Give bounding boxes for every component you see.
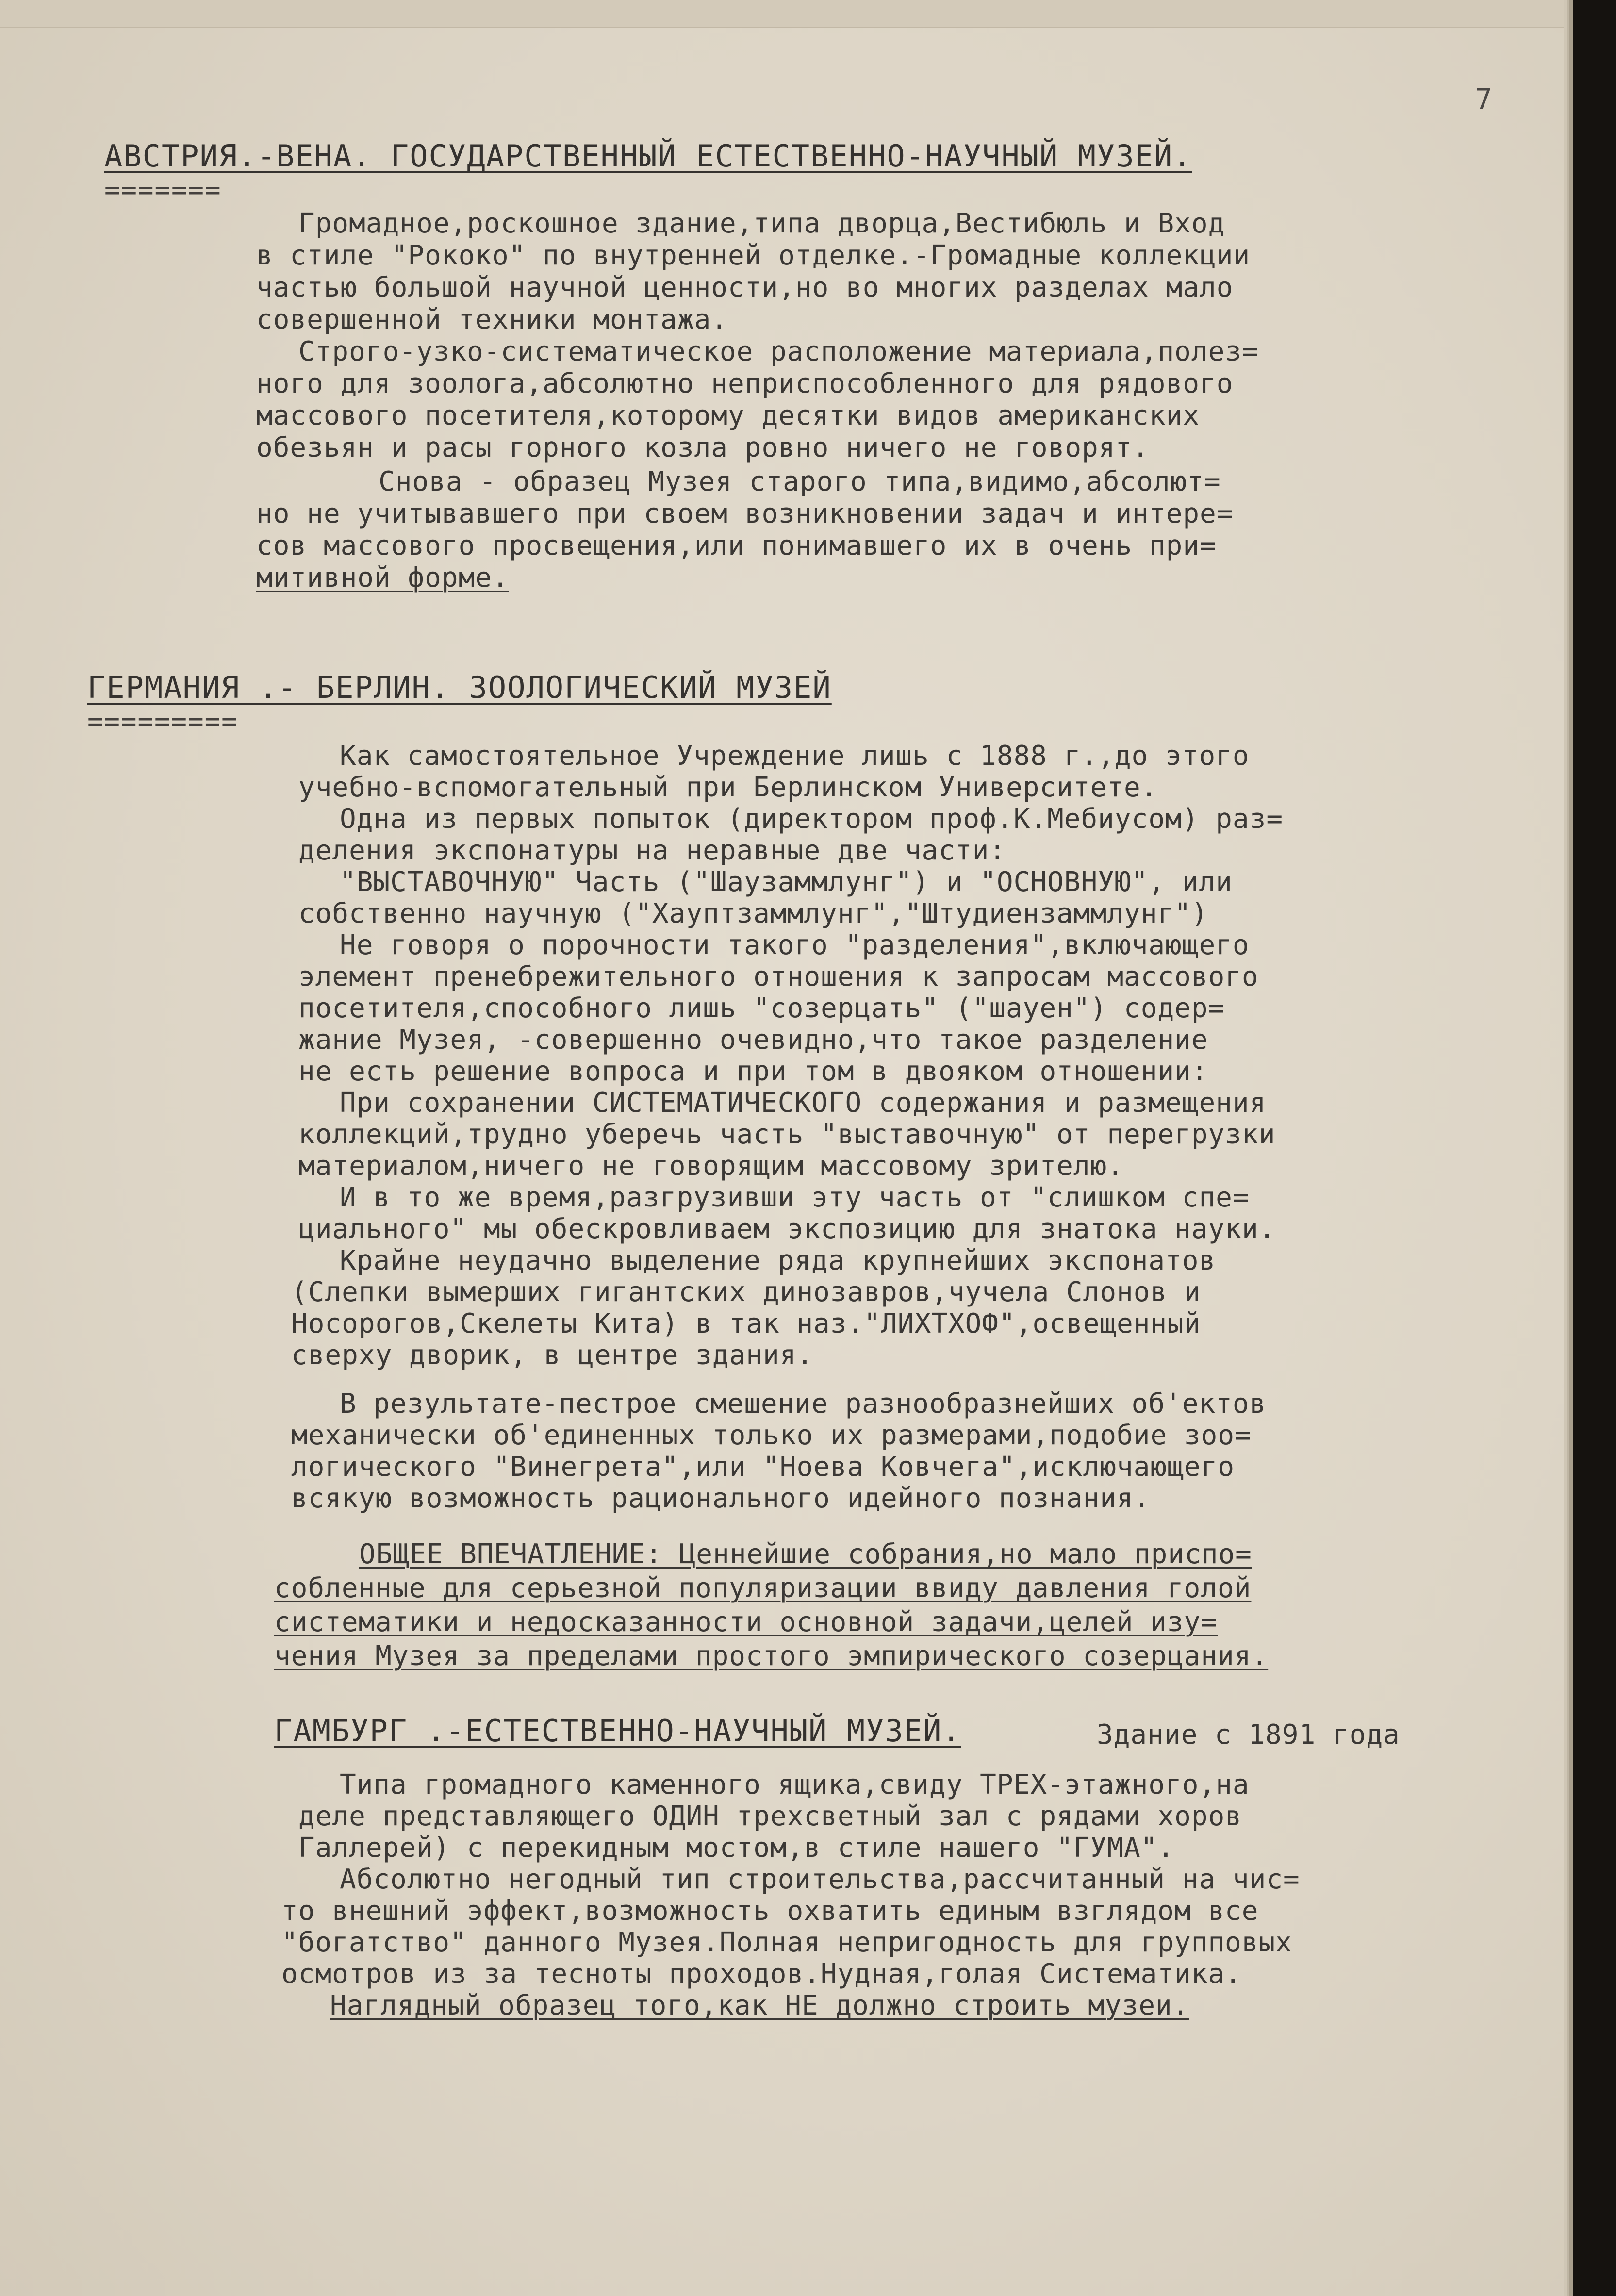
text-line: материалом,ничего не говорящим массовому зрителю.: [298, 1150, 1124, 1182]
text-line: "богатство" данного Музея.Полная непригодность для групповых: [281, 1927, 1292, 1958]
heading-austria-double-underline: =======: [104, 175, 222, 205]
text-line: логического "Винегрета",или "Ноева Ковчега",исключающего: [291, 1451, 1235, 1483]
text-line: Носорогов,Скелеты Кита) в так наз."ЛИХТХОФ",освещенный: [291, 1308, 1201, 1339]
heading-germany-double-underline: =========: [87, 706, 238, 737]
impression-line: собленные для серьезной популяризации ввиду давления голой: [274, 1572, 1252, 1604]
text-line: механически об'единенных только их размерами,подобие зоо=: [291, 1420, 1252, 1451]
text-line: массового посетителя,которому десятки видов американских: [256, 400, 1200, 431]
page-number: 7: [1475, 83, 1492, 116]
text-line: В результате-пестрое смешение разнообразнейших об'ектов: [340, 1388, 1267, 1420]
text-line: жание Музея, -совершенно очевидно,что такое разделение: [298, 1024, 1208, 1056]
text-line: митивной форме.: [256, 562, 509, 594]
heading-hamburg: ГАМБУРГ .-ЕСТЕСТВЕННО-НАУЧНЫЙ МУЗЕЙ.: [274, 1713, 961, 1749]
text-line: совершенной техники монтажа.: [256, 304, 728, 335]
text-line: деле представляющего ОДИН трехсветный зал с рядами хоров: [298, 1800, 1242, 1832]
text-line: сов массового просвещения,или понимавшего их в очень при=: [256, 530, 1217, 562]
text-line: элемент пренебрежительного отношения к запросам массового: [298, 961, 1259, 992]
text-line: сверху дворик, в центре здания.: [291, 1339, 814, 1371]
text-line: И в то же время,разгрузивши эту часть от "слишком спе=: [340, 1182, 1250, 1213]
text-line: не есть решение вопроса и при том в двояком отношении:: [298, 1056, 1208, 1087]
text-line: посетителя,способного лишь "созерцать" ("шауен") содер=: [298, 992, 1225, 1024]
heading-austria: АВСТРИЯ.-ВЕНА. ГОСУДАРСТВЕННЫЙ ЕСТЕСТВЕННО-НАУЧНЫЙ МУЗЕЙ.: [104, 138, 1192, 174]
text-line: Как самостоятельное Учреждение лишь с 1888 г.,до этого: [340, 740, 1250, 772]
text-line: Типа громадного каменного ящика,свиду ТРЕХ-этажного,на: [340, 1769, 1250, 1800]
text-line: ного для зоолога,абсолютно неприспособленного для рядового: [256, 368, 1234, 399]
text-line: всякую возможность рационального идейного познания.: [291, 1483, 1151, 1514]
text-line: собственно научную ("Хауптзаммлунг","Штудиензаммлунг"): [298, 898, 1208, 929]
impression-line: ОБЩЕЕ ВПЕЧАТЛЕНИЕ: Ценнейшие собрания,но мало приспо=: [359, 1538, 1252, 1570]
hamburg-building-note: Здание с 1891 года: [1097, 1719, 1400, 1751]
text-line: в стиле "Рококо" по внутренней отделке.-Громадные коллекции: [256, 240, 1251, 271]
text-line: Снова - образец Музея старого типа,видимо,абсолют=: [379, 466, 1221, 497]
text-line: Не говоря о порочности такого "разделения",включающего: [340, 929, 1250, 961]
text-line: Громадное,роскошное здание,типа дворца,Вестибюль и Вход: [298, 208, 1225, 239]
text-line: Одна из первых попыток (директором проф.К.Мебиусом) раз=: [340, 803, 1284, 835]
text-line: Крайне неудачно выделение ряда крупнейших экспонатов: [340, 1245, 1216, 1276]
text-line: Строго-узко-систематическое расположение материала,полез=: [298, 336, 1259, 367]
impression-line: систематики и недосказанности основной задачи,целей изу=: [274, 1606, 1218, 1638]
heading-germany: ГЕРМАНИЯ .- БЕРЛИН. ЗООЛОГИЧЕСКИЙ МУЗЕЙ: [87, 670, 832, 705]
text-line: Абсолютно негодный тип строительства,рассчитанный на чис=: [340, 1864, 1300, 1895]
text-line: Галлерей) с перекидным мостом,в стиле нашего "ГУМА".: [298, 1832, 1175, 1864]
text-line: деления экспонатуры на неравные две части:: [298, 835, 1006, 866]
text-line: "ВЫСТАВОЧНУЮ" Часть ("Шаузаммлунг") и "ОСНОВНУЮ", или: [340, 866, 1233, 898]
impression-line: чения Музея за пределами простого эмпирического созерцания.: [274, 1640, 1269, 1672]
text-line: учебно-вспомогательный при Берлинском Университете.: [298, 772, 1158, 803]
text-line: обезьян и расы горного козла ровно ничего не говорят.: [256, 432, 1149, 463]
text-line: частью большой научной ценности,но во многих разделах мало: [256, 272, 1234, 303]
text-line: осмотров из за тесноты проходов.Нудная,голая Систематика.: [281, 1958, 1242, 1990]
text-line: Наглядный образец того,как НЕ должно строить музеи.: [330, 1990, 1189, 2021]
text-line: При сохранении СИСТЕМАТИЧЕСКОГО содержания и размещения: [340, 1087, 1267, 1119]
text-line: коллекций,трудно уберечь часть "выставочную" от перегрузки: [298, 1119, 1276, 1150]
text-line: циального" мы обескровливаем экспозицию для знатока науки.: [298, 1213, 1276, 1245]
text-line: но не учитывавшего при своем возникновении задач и интере=: [256, 498, 1234, 529]
text-line: то внешний эффект,возможность охватить единым взглядом все: [281, 1895, 1259, 1927]
text-line: (Слепки вымерших гигантских динозавров,чучела Слонов и: [291, 1276, 1201, 1308]
